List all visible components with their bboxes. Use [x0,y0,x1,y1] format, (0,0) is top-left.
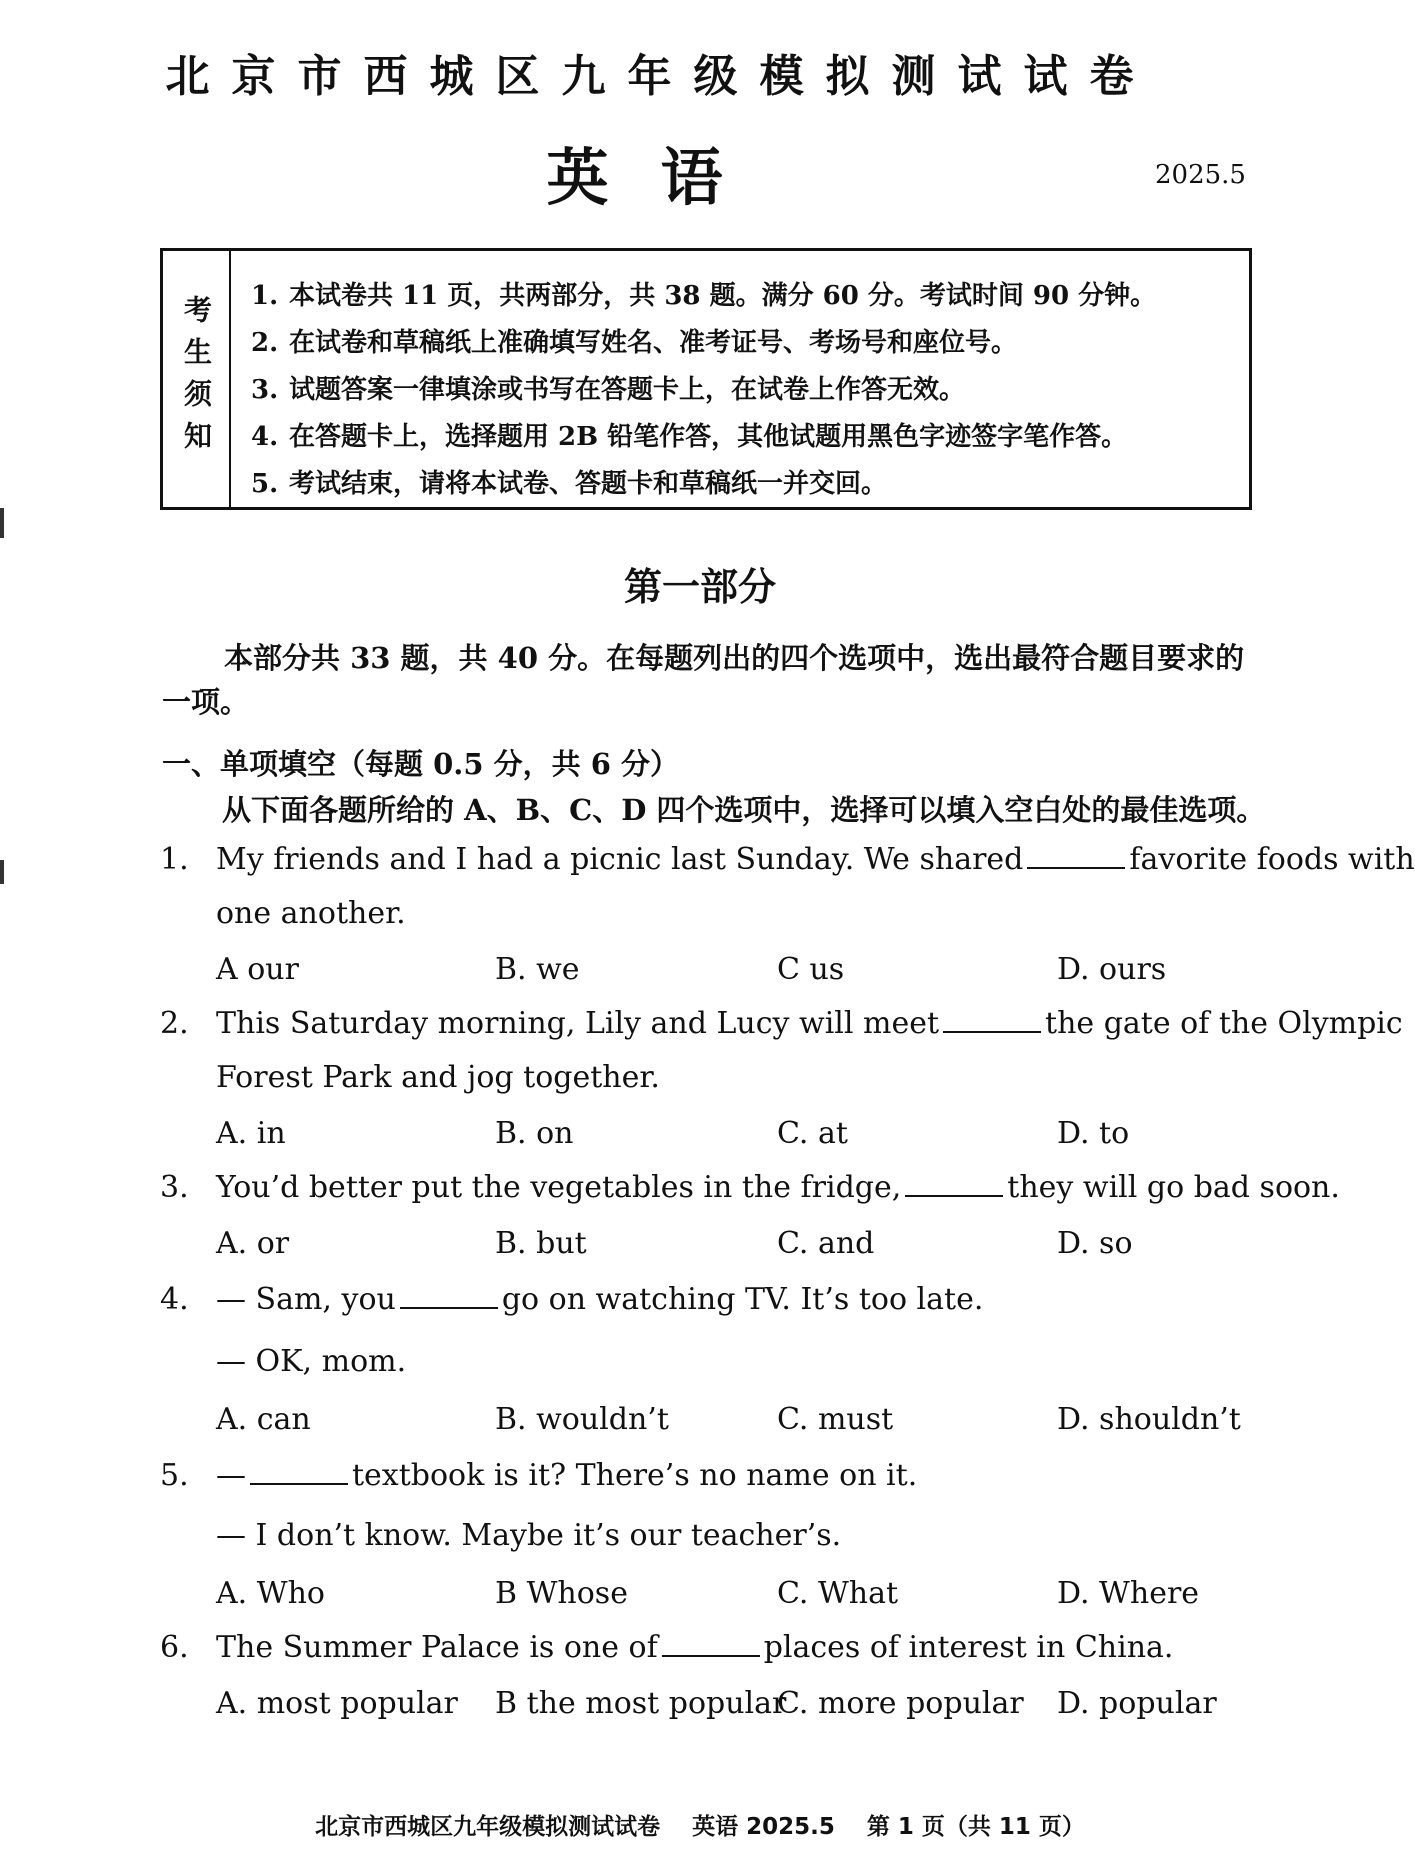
footer-subject-date: 英语 2025.5 [692,1814,835,1840]
exam-title: 北京市西城区九年级模拟测试试卷 [165,51,1156,102]
section-instruction: 从下面各题所给的 A、B、C、D 四个选项中，选择可以填入空白处的最佳选项。 [222,793,1266,827]
part-intro: 本部分共 33 题，共 40 分。在每题列出的四个选项中，选出最符合题目要求的一项。 [162,641,1245,719]
option-a: A our [216,952,299,987]
question-text-line2: one another. [216,896,406,931]
footer-page-number: 第 1 页（共 11 页） [866,1814,1085,1840]
option-a: A. or [216,1226,290,1261]
question-text-line2: Forest Park and jog together. [216,1060,660,1095]
question-text: This Saturday morning, Lily and Lucy will meet the gate of the Olympic [216,1006,1403,1041]
notice-item: 5. 考试结束，请将本试卷、答题卡和草稿纸一并交回。 [251,469,888,499]
option-b: B. but [495,1226,587,1261]
answer-blank [400,1306,498,1309]
option-b: B. we [495,952,580,987]
answer-blank [662,1654,760,1657]
binding-edge-mark [0,860,4,884]
option-b: B. on [495,1116,574,1151]
question-number: 2. [160,1006,189,1041]
option-d: D. to [1057,1116,1130,1151]
option-d: D. shouldn’t [1057,1402,1241,1437]
option-c: C. and [777,1226,875,1261]
option-c: C us [777,952,845,987]
option-c: C. at [777,1116,848,1151]
question-number: 3. [160,1170,189,1205]
notice-item: 1. 本试卷共 11 页，共两部分，共 38 题。满分 60 分。考试时间 90 分钟。 [251,281,1157,311]
option-a: A. can [216,1402,311,1437]
option-b: B Whose [495,1576,628,1611]
notice-item: 2. 在试卷和草稿纸上准确填写姓名、准考证号、考场号和座位号。 [251,328,1018,358]
question-text: — Sam, you go on watching TV. It’s too late. [216,1282,984,1317]
question-text: You’d better put the vegetables in the fridge, they will go bad soon. [216,1170,1340,1205]
binding-edge-mark [0,508,4,538]
part-title: 第一部分 [623,565,776,609]
page-footer [0,1808,1400,1841]
option-d: D. Where [1057,1576,1200,1611]
notice-label: 考生须知 [180,295,213,463]
option-c: C. must [777,1402,894,1437]
option-d: D. popular [1057,1686,1217,1721]
exam-date: 2025.5 [1155,160,1246,190]
notice-list [251,273,1156,508]
option-d: D. so [1057,1226,1133,1261]
option-b: B. wouldn’t [495,1402,669,1437]
subject-title: 英语 [546,141,775,214]
candidate-notice-box [160,248,1252,510]
question-number: 1. [160,842,189,877]
footer-exam-title: 北京市西城区九年级模拟测试试卷 [315,1814,661,1840]
option-a: A. most popular [216,1686,458,1721]
option-a: A. in [216,1116,286,1151]
question-number: 6. [160,1630,189,1665]
answer-blank [1027,866,1125,869]
question-text-line2: — I don’t know. Maybe it’s our teacher’s. [216,1518,842,1553]
option-d: D. ours [1057,952,1167,987]
answer-blank [943,1030,1041,1033]
option-a: A. Who [216,1576,325,1611]
question-text: The Summer Palace is one of places of interest in China. [216,1630,1174,1665]
question-number: 5. [160,1458,189,1493]
notice-label-cell [163,251,231,507]
answer-blank [250,1482,348,1485]
section-heading: 一、单项填空（每题 0.5 分，共 6 分） [162,747,680,781]
option-c: C. What [777,1576,899,1611]
answer-blank [905,1194,1003,1197]
option-c: C. more popular [777,1686,1024,1721]
question-text: My friends and I had a picnic last Sunday. We shared favorite foods with [216,842,1415,877]
option-b: B the most popular [495,1686,787,1721]
question-text-line2: — OK, mom. [216,1344,407,1379]
question-text: — textbook is it? There’s no name on it. [216,1458,918,1493]
question-number: 4. [160,1282,189,1317]
notice-item: 3. 试题答案一律填涂或书写在答题卡上，在试卷上作答无效。 [251,375,966,405]
notice-item: 4. 在答题卡上，选择题用 2B 铅笔作答，其他试题用黑色字迹签字笔作答。 [251,422,1128,452]
